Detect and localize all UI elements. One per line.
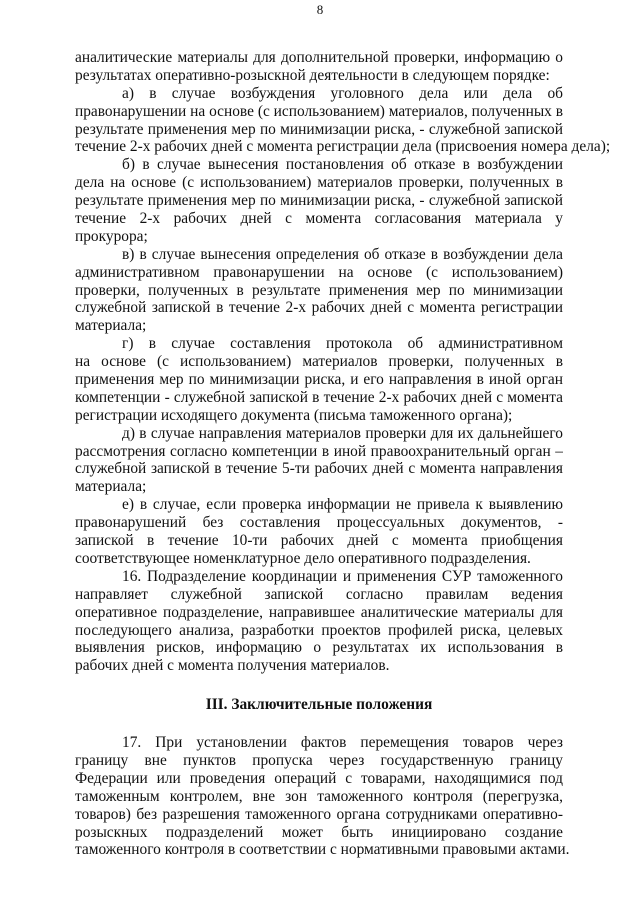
- text-line: выявления рисков, информацию о результатах их использования в: [75, 639, 563, 657]
- text-line: г) в случае составления протокола об административном: [122, 335, 563, 353]
- text-line: 17. При установлении фактов перемещения товаров через: [122, 734, 563, 752]
- section-heading: III. Заключительные положения: [205, 696, 433, 714]
- text-line: соответствующее номенклатурное дело оперативного подразделения.: [75, 549, 531, 567]
- document-body: [75, 49, 611, 859]
- text-line: прокурора;: [75, 227, 148, 245]
- text-line: а) в случае возбуждения уголовного дела или дела об: [122, 84, 563, 102]
- text-line: рабочих дней с момента получения материалов.: [75, 657, 390, 675]
- text-line: товаров) без разрешения таможенного органа сотрудниками оперативно-: [75, 805, 563, 823]
- text-line: компетенции - служебной запиской в течение 2-х рабочих дней с момента: [75, 388, 563, 406]
- text-line: служебной запиской в течение 2-х рабочих дней с момента регистрации: [75, 299, 563, 317]
- text-line: Федерации или проведения операций с товарами, находящимися под: [75, 769, 563, 787]
- text-line: таможенным контролем, вне зон таможенного контроля (перегрузка,: [75, 787, 563, 805]
- text-line: регистрации исходящего документа (письма таможенного органа);: [75, 406, 513, 424]
- text-line: применения мер по минимизации риска, и его направления в иной орган: [75, 371, 563, 389]
- text-block-final-provisions: [75, 734, 570, 859]
- text-line: розыскных подразделений может быть инициировано создание: [75, 823, 563, 841]
- text-line: течение 2-х рабочих дней с момента регистрации дела (присвоения номера дела);: [75, 138, 611, 156]
- text-line: результатах оперативно-розыскной деятельности в следующем порядке:: [75, 66, 550, 84]
- text-line: д) в случае направления материалов проверки для их дальнейшего: [122, 424, 563, 442]
- text-line: таможенного контроля в соответствии с нормативными правовыми актами.: [75, 841, 570, 859]
- text-line: границу вне пунктов пропуска через государственную границу: [75, 751, 563, 769]
- text-line: материала;: [75, 478, 147, 496]
- text-block-clauses: [75, 49, 611, 675]
- text-line: рассмотрения согласно компетенции в иной правоохранительный орган –: [75, 442, 563, 460]
- text-line: дела на основе (с использованием) материалов проверки, полученных в: [75, 174, 563, 192]
- text-line: служебной запиской в течение 5-ти рабочих дней с момента направления: [75, 460, 563, 478]
- text-line: направляет служебной запиской согласно правилам ведения: [75, 585, 563, 603]
- text-line: правонарушении на основе (с использованием) материалов, полученных в: [75, 102, 563, 120]
- text-line: 16. Подразделение координации и применения СУР таможенного: [122, 567, 563, 585]
- text-line: в) в случае вынесения определения об отказе в возбуждении дела: [122, 245, 563, 263]
- text-line: правонарушений без составления процессуальных документов, -: [75, 514, 563, 532]
- text-line: административном правонарушении на основе (с использованием): [75, 263, 563, 281]
- text-line: аналитические материалы для дополнительной проверки, информацию о: [75, 49, 563, 66]
- text-line: е) в случае, если проверка информации не привела к выявлению: [122, 496, 563, 514]
- page-number: 8: [316, 2, 324, 17]
- text-line: результате применения мер по минимизации риска, - служебной запиской: [75, 120, 563, 138]
- text-line: течение 2-х рабочих дней с момента согласования материала у: [75, 210, 563, 228]
- text-line: на основе (с использованием) материалов проверки, полученных в: [75, 353, 563, 371]
- text-line: оперативное подразделение, направившее аналитические материалы для: [75, 603, 563, 621]
- text-line: проверки, полученных в результате применения мер по минимизации: [75, 281, 563, 299]
- text-line: запиской в течение 10-ти рабочих дней с момента приобщения: [75, 532, 563, 550]
- text-line: б) в случае вынесения постановления об отказе в возбуждении: [122, 156, 563, 174]
- text-line: материала;: [75, 317, 147, 335]
- text-line: последующего анализа, разработки проектов профилей риска, целевых: [75, 621, 563, 639]
- text-line: результате применения мер по минимизации риска, - служебной запиской: [75, 192, 563, 210]
